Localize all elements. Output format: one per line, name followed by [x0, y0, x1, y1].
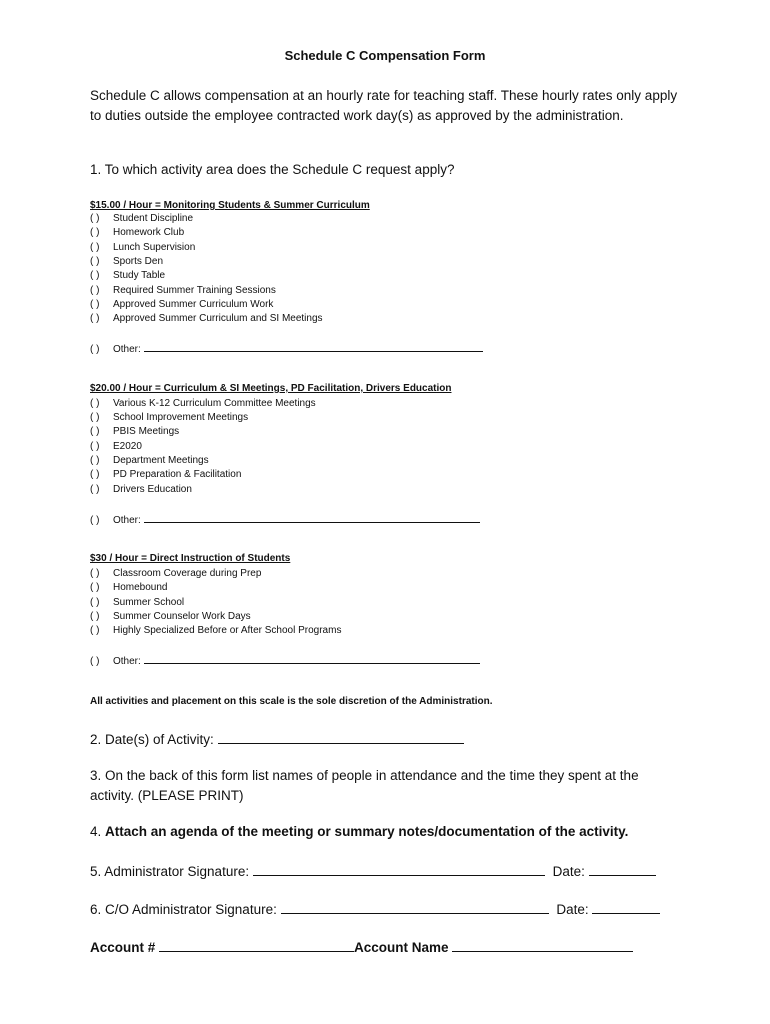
option-label: Student Discipline [113, 213, 194, 224]
question-6 [90, 900, 660, 917]
other-label: Other: [113, 515, 141, 526]
option-other-2[interactable] [90, 511, 480, 528]
option-label: Summer School [113, 597, 185, 608]
administrator-signature-label: 5. Administrator Signature: [90, 864, 250, 879]
question-4-number: 4. [90, 824, 102, 839]
option-e2020[interactable] [90, 440, 142, 454]
co-administrator-date-field[interactable] [592, 900, 660, 914]
option-checkbox[interactable]: ( ) [90, 611, 100, 622]
question-4-text: Attach an agenda of the meeting or summary notes/documentation of the activity. [105, 824, 629, 839]
option-approved-summer-curriculum-si[interactable] [90, 312, 323, 326]
option-sports-den[interactable] [90, 255, 163, 269]
administration-note: All activities and placement on this scale is the sole discretion of the Administration. [90, 696, 493, 707]
option-other-3[interactable] [90, 652, 480, 669]
option-school-improvement[interactable] [90, 411, 248, 425]
option-checkbox[interactable]: ( ) [90, 344, 100, 355]
option-checkbox[interactable]: ( ) [90, 426, 100, 437]
date-label: Date: [552, 864, 585, 879]
account-line [90, 938, 633, 955]
option-checkbox[interactable]: ( ) [90, 568, 100, 579]
account-number-field[interactable] [159, 938, 354, 952]
option-student-discipline[interactable] [90, 212, 193, 226]
option-checkbox[interactable]: ( ) [90, 625, 100, 636]
option-checkbox[interactable]: ( ) [90, 242, 100, 253]
option-checkbox[interactable]: ( ) [90, 213, 100, 224]
option-label: PD Preparation & Facilitation [113, 469, 242, 480]
option-checkbox[interactable]: ( ) [90, 484, 100, 495]
option-approved-summer-curriculum-work[interactable] [90, 298, 273, 312]
option-homebound[interactable] [90, 581, 167, 595]
option-summer-school[interactable] [90, 596, 184, 610]
co-administrator-signature-field[interactable] [281, 900, 549, 914]
section-2-header: $20.00 / Hour = Curriculum & SI Meetings, PD Facilitation, Drivers Education [90, 383, 452, 394]
question-2 [90, 730, 464, 747]
option-label: PBIS Meetings [113, 426, 180, 437]
option-label: Required Summer Training Sessions [113, 285, 276, 296]
option-checkbox[interactable]: ( ) [90, 656, 100, 667]
option-pd-preparation[interactable] [90, 468, 241, 482]
account-name-label: Account Name [354, 940, 449, 955]
administrator-date-field[interactable] [589, 862, 656, 876]
option-checkbox[interactable]: ( ) [90, 256, 100, 267]
option-label: Highly Specialized Before or After School Programs [113, 625, 342, 636]
account-number-label: Account # [90, 940, 156, 955]
option-department-meetings[interactable] [90, 454, 209, 468]
option-study-table[interactable] [90, 269, 165, 283]
option-pbis-meetings[interactable] [90, 425, 179, 439]
option-checkbox[interactable]: ( ) [90, 398, 100, 409]
option-label: Lunch Supervision [113, 242, 196, 253]
question-4 [90, 824, 628, 839]
option-classroom-coverage[interactable] [90, 567, 261, 581]
option-checkbox[interactable]: ( ) [90, 313, 100, 324]
section-1-header: $15.00 / Hour = Monitoring Students & Summer Curriculum [90, 200, 370, 211]
other-label: Other: [113, 656, 141, 667]
question-2-label: 2. Date(s) of Activity: [90, 732, 214, 747]
option-checkbox[interactable]: ( ) [90, 285, 100, 296]
option-label: Study Table [113, 270, 166, 281]
section-3-header: $30 / Hour = Direct Instruction of Students [90, 553, 291, 564]
option-label: Classroom Coverage during Prep [113, 568, 262, 579]
option-required-summer-training[interactable] [90, 284, 276, 298]
option-drivers-education[interactable] [90, 483, 192, 497]
form-title: Schedule C Compensation Form [284, 48, 486, 63]
option-label: Homebound [113, 582, 168, 593]
option-label: School Improvement Meetings [113, 412, 249, 423]
option-label: Various K-12 Curriculum Committee Meetings [113, 398, 316, 409]
question-5 [90, 862, 656, 879]
option-label: Department Meetings [113, 455, 209, 466]
option-label: Homework Club [113, 227, 185, 238]
date-label: Date: [556, 902, 589, 917]
account-name-field[interactable] [452, 938, 633, 952]
option-label: Summer Counselor Work Days [113, 611, 251, 622]
dates-of-activity-field[interactable] [218, 730, 464, 744]
option-homework-club[interactable] [90, 226, 184, 240]
other-input-3[interactable] [144, 652, 480, 664]
question-3: 3. On the back of this form list names of people in attendance and the time they spent at the activity. (PLEASE PRINT) [90, 768, 639, 803]
option-lunch-supervision[interactable] [90, 241, 195, 255]
option-checkbox[interactable]: ( ) [90, 469, 100, 480]
question-1: 1. To which activity area does the Schedule C request apply? [90, 162, 455, 177]
option-label: E2020 [113, 441, 142, 452]
option-other-1[interactable] [90, 340, 483, 357]
option-checkbox[interactable]: ( ) [90, 227, 100, 238]
other-label: Other: [113, 344, 141, 355]
option-checkbox[interactable]: ( ) [90, 515, 100, 526]
administrator-signature-field[interactable] [253, 862, 545, 876]
other-input-2[interactable] [144, 511, 480, 523]
option-checkbox[interactable]: ( ) [90, 597, 100, 608]
option-label: Approved Summer Curriculum and SI Meetings [113, 313, 323, 324]
option-checkbox[interactable]: ( ) [90, 299, 100, 310]
option-k12-curriculum-committee[interactable] [90, 397, 316, 411]
option-label: Drivers Education [113, 484, 192, 495]
option-checkbox[interactable]: ( ) [90, 441, 100, 452]
option-checkbox[interactable]: ( ) [90, 412, 100, 423]
intro-paragraph: Schedule C allows compensation at an hourly rate for teaching staff. These hourly rates only apply to duties outside the employee contracted work day(s) as approved by the administration. [90, 88, 678, 123]
option-highly-specialized[interactable] [90, 624, 341, 638]
option-label: Approved Summer Curriculum Work [113, 299, 274, 310]
option-summer-counselor[interactable] [90, 610, 251, 624]
co-administrator-signature-label: 6. C/O Administrator Signature: [90, 902, 277, 917]
other-input-1[interactable] [144, 340, 483, 352]
option-checkbox[interactable]: ( ) [90, 270, 100, 281]
option-checkbox[interactable]: ( ) [90, 582, 100, 593]
option-checkbox[interactable]: ( ) [90, 455, 100, 466]
option-label: Sports Den [113, 256, 164, 267]
